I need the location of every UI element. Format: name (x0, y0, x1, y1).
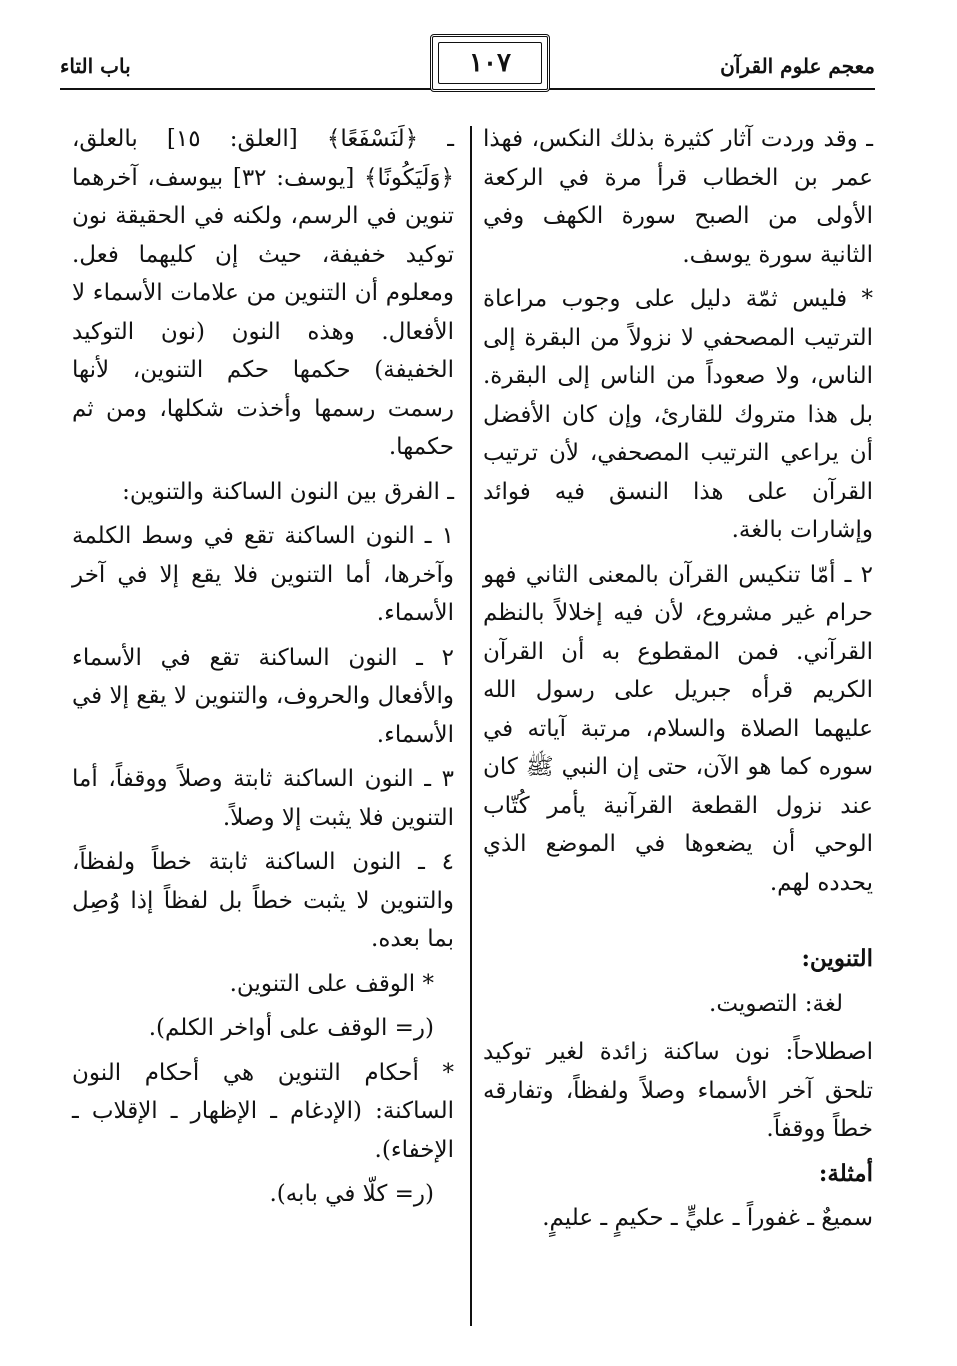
examples: سميعٌ ـ غفوراً ـ عليٍّ ـ حكيمٍ ـ عليمٍ. (542, 1205, 873, 1231)
list-item: ٤ ـ النون الساكنة ثابتة خطاً ولفظاً، والتنوين لا يثبت خطاً بل لفظاً إذا وُصِل بما بعده. (72, 849, 454, 952)
column-divider (470, 126, 472, 1326)
examples-heading: أمثلة: (818, 1159, 873, 1187)
definition-lugha: لغة: التصويت. (709, 990, 843, 1017)
right-column (483, 120, 873, 1244)
paragraph: ـ الفرق بين النون الساكنة والتنوين: (122, 478, 454, 505)
paragraph: ـ ﴿لَنَسْفَعًا﴾ [العلق: ١٥] بالعلق، ﴿وَلَيَكُونًا﴾ [يوسف: ٣٢] بيوسف، آخرهما تنوين في الرسم، ولكنه في الحقيقة نون توكيد خفيفة، حيث إن كليهما فعل. ومعلوم أن التنوين من علامات الأسماء لا الأفعال. وهذه النون (نون التوكيد الخفيفة) حكمها حكم التنوين، لأنها رسمت رسمها وأخذت شكلها، ومن ثم حكمها. (72, 126, 454, 460)
paragraph: ٢ ـ أمّا تنكيس القرآن بالمعنى الثاني فهو حرام غير مشروع، لأن فيه إخلالاً بالنظم القرآني. فمن المقطوع به أن القرآن الكريم قرأه جبريل على رسول الله عليهما الصلاة والسلام، مرتبة آياته في سوره كما هو الآن، حتى إن النبي ﷺ كان عند نزول القطعة القرآنية يأمر كُتّاب الوحي أن يضعوها في الموضع الذي يحدده لهم. (483, 561, 873, 896)
paragraph: * فليس ثمّة دليل على وجوب مراعاة الترتيب المصحفي لا نزولاً من البقرة إلى الناس، ولا صعوداً من الناس إلى البقرة. بل هذا متروك للقارئ، وإن كان الأفضل أن يراعي الترتيب المصحفي، لأن ترتيب القرآن على هذا النسق فيه فوائد وإشارات بالغة. (483, 286, 873, 543)
left-column (72, 120, 454, 1220)
definition-istilah: اصطلاحاً: نون ساكنة زائدة لغير توكيد تلحق آخر الأسماء وصلاً ولفظاً، وتفارقه خطاً ووقفاً. (483, 1039, 873, 1142)
page-number: ١٠٧ (469, 48, 511, 78)
page-number-box (430, 34, 550, 92)
list-item: ٢ ـ النون الساكنة تقع في الأسماء والأفعال والحروف، والتنوين لا يقع إلا في الأسماء. (72, 644, 454, 748)
list-item: ١ ـ النون الساكنة تقع في وسط الكلمة وآخرها، أما التنوين فلا يقع إلا في آخر الأسماء. (72, 523, 454, 626)
section-heading: التنوين: (801, 945, 873, 972)
chapter-title: باب التاء (60, 54, 131, 78)
list-item: ٣ ـ النون الساكنة ثابتة وصلاً ووقفاً، أما التنوين فلا يثبت إلا وصلاً. (72, 766, 454, 831)
cross-reference: (ر= الوقف على أواخر الكلم). (148, 1015, 434, 1041)
cross-reference: (ر= كلّا في بابه). (269, 1181, 434, 1207)
paragraph: * أحكام التنوين هي أحكام النون الساكنة: (الإدغام ـ الإظهار ـ الإقلاب ـ الإخفاء). (72, 1059, 454, 1163)
paragraph: * الوقف على التنوين. (229, 970, 434, 997)
page-header (60, 34, 875, 90)
book-title: معجم علوم القرآن (720, 54, 875, 78)
paragraph: ـ وقد وردت آثار كثيرة بذلك النكس، فهذا عمر بن الخطاب قرأ مرة في الركعة الأولى من الصبح سورة الكهف وفي الثانية سورة يوسف. (483, 126, 873, 268)
